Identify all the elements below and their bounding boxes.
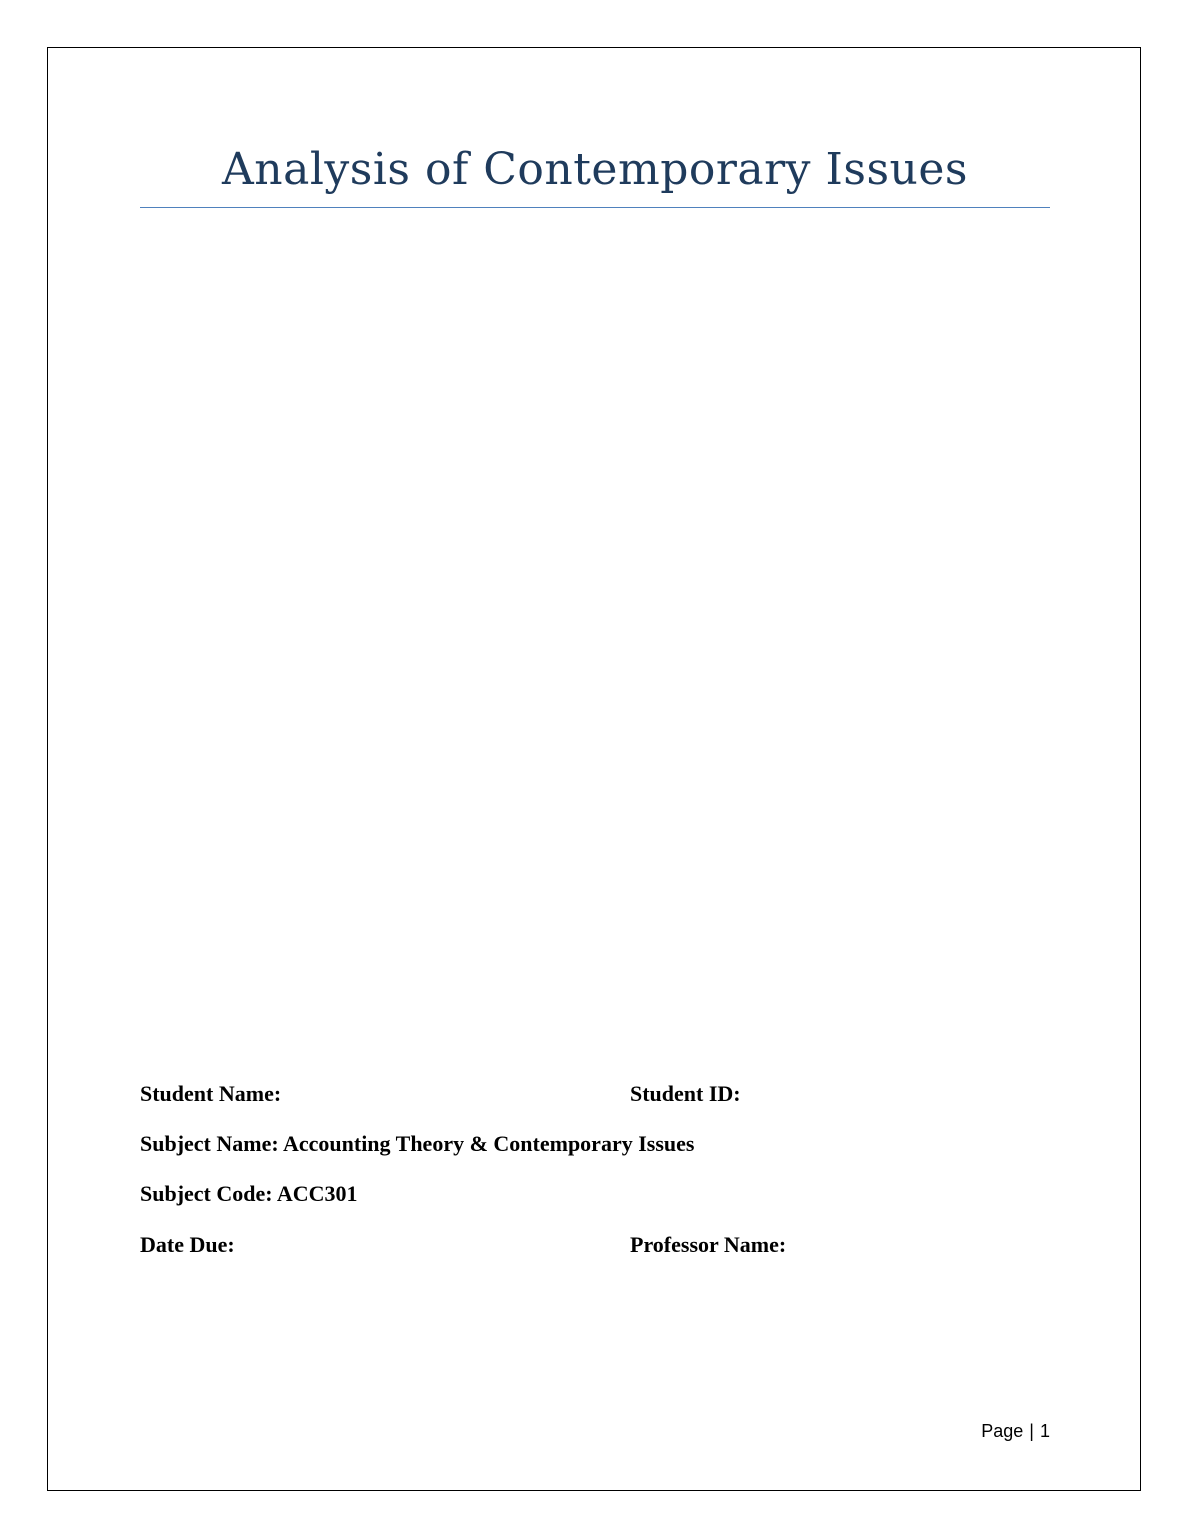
date-due-label: Date Due: [140, 1232, 235, 1257]
student-id-label: Student ID: [630, 1081, 741, 1106]
document-title: Analysis of Contemporary Issues [222, 144, 968, 195]
subject-code: Subject Code: ACC301 [140, 1181, 358, 1206]
subject-name: Subject Name: Accounting Theory & Contemporary Issues [140, 1131, 695, 1156]
page-number: 1 [1039, 1421, 1050, 1441]
page-border [47, 47, 1141, 1491]
page-separator: | [1029, 1421, 1034, 1441]
student-name-label: Student Name: [140, 1081, 282, 1106]
professor-name-label: Professor Name: [630, 1232, 787, 1257]
title-underline [140, 207, 1050, 208]
page-label: Page [981, 1421, 1024, 1441]
page-footer [981, 1419, 1050, 1443]
